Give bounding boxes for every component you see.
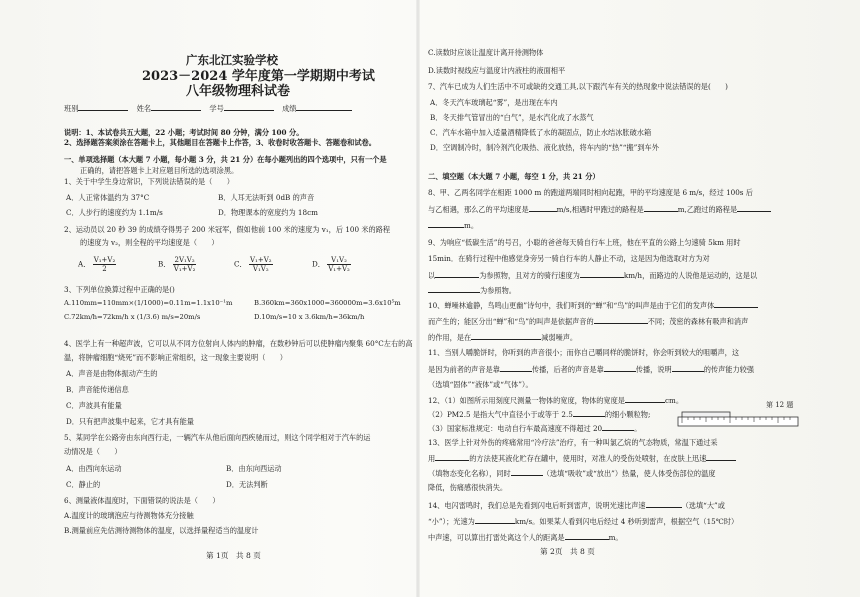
q10-text-4: 的作用，是在 [428, 333, 472, 342]
q10-blank-1[interactable] [714, 300, 758, 308]
q13-blank-1[interactable] [435, 453, 469, 461]
section-1-heading: 一、单项选择题（本大题 7 小题，每小题 3 分，共 21 分）在每小题列出的四个选项中，只有一个是 [64, 155, 387, 164]
page-2-footer: 第 2页 共 8 页 [540, 547, 595, 556]
name-label: 姓名 [136, 104, 152, 113]
q5-option-a: A．由西向东运动 [66, 464, 122, 473]
name-blank [151, 103, 201, 111]
student-info-row [64, 103, 352, 113]
q9-text-1: 以 [428, 271, 436, 280]
note-2: 2、选择题答案须涂在答题卡上，其他题目在答题卡上作答，3、收卷时收答题卡、答题卷和试卷。 [64, 138, 376, 147]
q2-option-b [158, 256, 196, 273]
q4-stem: 4、医学上有一种超声波，它可以从不同方位射向人体内的肿瘤，在数秒钟后可以使肿瘤内聚集 60°C左右的高 [64, 339, 413, 348]
q2-c-denominator: V₁V₂ [252, 265, 269, 273]
q12-text-5: （3）国家标准规定：电动自行车最高速度不得超过 20 [428, 424, 603, 433]
q10-line-1 [428, 300, 758, 310]
q4-option-c: C．声波具有能量 [66, 401, 122, 410]
q10-line-3 [428, 332, 577, 342]
q2-a-numerator: V₁+V₂ [93, 256, 116, 264]
q8-blank-2[interactable] [644, 204, 678, 212]
q5-stem-2: 动情况是（ ） [64, 447, 122, 456]
q11-blank-2[interactable] [604, 364, 636, 372]
q12-blank-2[interactable] [573, 409, 605, 417]
class-label: 班别 [64, 104, 79, 113]
q14-line-3 [428, 532, 623, 542]
q14-text-2: （选填“大”或 [681, 501, 725, 510]
q11-line-2 [428, 364, 754, 374]
q5-option-d: D．无法判断 [226, 480, 268, 489]
q12-line-1 [428, 395, 683, 405]
q14-text-4: km/s。如果某人看到闪电后经过 4 秒听到雷声，根据空气（15℃时） [514, 517, 739, 526]
q14-blank-2[interactable] [475, 516, 515, 524]
q11-blank-3[interactable] [672, 364, 704, 372]
school-name: 广东北江实验学校 [186, 53, 278, 67]
section-2-heading: 二、填空题（本大题 7 小题，每空 1 分，共 21 分） [428, 172, 600, 181]
q2-option-a-fraction [93, 256, 117, 273]
q13-text-1: 用 [428, 454, 436, 463]
q5-stem: 5、某同学在公路旁由东向西行走，一辆汽车从他后面向西疾驰而过，则这个同学相对于汽车的运 [64, 433, 371, 442]
subject-title: 八年级物理科试卷 [186, 84, 291, 99]
q12-figure-caption: 第 12 题 [766, 401, 794, 409]
q8-line-3 [428, 220, 478, 230]
q9-text-4: 为参照物。 [480, 286, 516, 295]
q8-text-3: m,乙跑过的路程是 [677, 205, 738, 214]
q5-option-b: B．由东向西运动 [226, 464, 282, 473]
q9-line-4 [428, 285, 516, 295]
q11-blank-1[interactable] [500, 364, 532, 372]
q2-option-d-label: D． [312, 259, 325, 269]
q11-text-1: 是因为前者的声音是靠 [428, 365, 500, 374]
q2-b-denominator: V₁+V₂ [173, 265, 196, 273]
q9-text-2: 为参照物，且对方的骑行速度为 [479, 271, 580, 280]
q12-blank-1[interactable] [625, 395, 665, 403]
q4-option-d: D．只有把声波集中起来，它才具有能量 [66, 417, 194, 426]
q9-text-3: km/h，而路边的人说他是运动的，这是以 [623, 271, 758, 280]
seat-label: 学号 [209, 104, 224, 113]
q11-line-3: （选填“固体”“液体”或“气体”）。 [428, 380, 533, 389]
q14-text-6: m。 [608, 533, 623, 542]
q11-text-3: 传播，说明 [635, 365, 672, 374]
q7-option-a: A．冬天汽车玻璃起“雾”，是出现在车内 [430, 98, 558, 107]
q13-text-4: （选填“吸收”或“放出”）热量，使人体受伤部位的温度 [542, 469, 716, 478]
q8-text-1: 与乙相遇，那么乙的平均速度是 [428, 205, 529, 214]
q10-blank-3[interactable] [471, 332, 541, 340]
q6-option-c: C.读数时应该让温度计离开待测物体 [428, 48, 544, 57]
q2-stem-2: 的速度为 v₂，则全程的平均速度是（ ） [80, 238, 219, 247]
q3-option-c: C.72km/h=72km/h x (1/3.6) m/s=20m/s [64, 313, 201, 321]
q5-option-c: C．静止的 [66, 480, 101, 489]
q13-blank-3[interactable] [511, 468, 543, 476]
q1-option-c: C．人步行的速度约为 1.1m/s [66, 208, 163, 217]
q14-text-1: 14、电闪雷鸣时，我们总是先看到闪电后听到雷声，说明光速比声速 [428, 501, 646, 510]
q2-option-d [312, 256, 351, 273]
q4-option-a: A．声音是由物体振动产生的 [66, 369, 158, 378]
q12-line-3 [428, 423, 641, 433]
q11-text-2: 传播，后者的声音是靠 [531, 365, 604, 374]
section-1-heading-2: 正确的，请把答题卡上对应题目所选的选项涂黑。 [80, 166, 239, 175]
q7-option-b: B．冬天排气管冒出的“白气”，是水汽化成了水蒸气 [430, 113, 594, 122]
q1-option-d: D．物理课本的宽度约为 18cm [218, 208, 318, 217]
q2-option-a [78, 256, 116, 273]
q2-d-denominator: V₁+V₂ [328, 265, 350, 273]
q13-stem: 13、医学上针对外伤的疼痛常用“冷疗法”治疗，有一种叫氯乙烷的气态物质，常温下通过采 [428, 438, 718, 447]
q9-blank-1[interactable] [435, 270, 479, 278]
q12-line-2 [428, 409, 650, 419]
q2-c-numerator: V₁+V₂ [249, 256, 272, 264]
q2-option-b-fraction [173, 256, 197, 273]
q10-line-2 [428, 316, 748, 326]
q7-option-d: D．空调制冷时，制冷剂汽化吸热、液化放热，将车内的“热”“搬”到车外 [430, 143, 659, 152]
q12-blank-3[interactable] [602, 423, 634, 431]
q12-text-3: （2）PM2.5 是指大气中直径小于或等于 2.5 [428, 410, 573, 419]
q6-option-d: D.读数时视线应与温度计内液柱的液面相平 [428, 66, 566, 75]
q3-option-a: A.110mm=110mm×(1/1000)=0.11m=1.1x10⁻¹m [64, 299, 233, 307]
q13-text-3: （填物态变化名称），同时 [428, 469, 511, 478]
q2-d-numerator: V₁V₂ [327, 256, 351, 265]
seat-blank [224, 103, 274, 111]
q3-option-b: B.360km=360x1000=360000m=3.6x10⁵m [254, 299, 401, 307]
q13-text-2: 的方法使其液化贮存在罐中，使用时，对准人的受伤处喷射，在皮肤上迅速 [469, 454, 707, 463]
q14-text-3: “小”）；光速为 [428, 517, 475, 526]
q13-line-2 [428, 453, 736, 463]
note-1: 说明：1、本试卷共五大题，22 小题；考试时间 80 分钟，满分 100 分。 [64, 128, 304, 137]
q1-stem: 1、关于中学生身边常识，下列说法错误的是（ ） [64, 177, 234, 186]
score-blank [296, 103, 352, 111]
q10-text-1: 10、蝉噪林逾静，鸟鸣山更幽”诗句中，我们听到的“蝉”和“鸟”的叫声是由于它们的发声体 [428, 301, 715, 310]
q4-option-b: B．声音能传递信息 [66, 385, 129, 394]
q12-text-6: 。 [634, 424, 642, 433]
q3-stem: 3、下列单位换算过程中正确的是() [64, 285, 175, 294]
q9-blank-2[interactable] [580, 270, 624, 278]
q2-option-d-fraction [327, 256, 351, 273]
q2-option-c [234, 256, 273, 273]
q14-line-2 [428, 516, 738, 526]
q14-line-1 [428, 500, 725, 510]
q2-option-a-label: A． [78, 259, 91, 269]
q9-line-3 [428, 270, 757, 280]
q8-blank-1[interactable] [529, 204, 557, 212]
q9-stem: 9、为响应“低碳生活”的号召，小聪的爸爸每天骑自行车上班，他在平直的公路上匀速骑 5km 用时 [428, 238, 741, 247]
page-2 [428, 0, 810, 597]
q8-stem: 8、甲、乙两名同学在相距 1000 m 的跑道两端同时相向起跑，甲的平均速度是 6 m/s，经过 100s 后 [428, 188, 753, 197]
q9-blank-3[interactable] [428, 285, 480, 293]
q6-option-a: A.温度计的玻璃泡应与待测物体充分接触 [64, 511, 194, 520]
q14-blank-3[interactable] [565, 532, 609, 540]
q2-b-numerator: 2V₁V₂ [174, 256, 195, 264]
q12-ruler-figure [676, 402, 806, 428]
q8-line-2 [428, 204, 771, 214]
q12-text-2: cm。 [665, 396, 684, 405]
q10-text-5: 减弱噪声。 [541, 333, 578, 342]
q1-option-b: B．人耳无法听到 0dB 的声音 [218, 193, 315, 202]
q3-option-d: D.10m/s=10 x 3.6km/h=36km/h [254, 313, 365, 321]
q8-blank-4[interactable] [428, 220, 464, 228]
q14-text-5: 中声速，可以算出打雷处离这个人的距离是 [428, 533, 565, 542]
q10-text-3: 不同；茂密的森林有吸声和消声 [647, 317, 749, 326]
page-1 [58, 0, 413, 597]
exam-title: 2023－2024 学年度第一学期期中考试 [142, 69, 375, 84]
q10-text-2: 而产生的；能区分出“蝉”和“鸟”的叫声是依据声音的 [428, 317, 594, 326]
q8-blank-3[interactable] [737, 204, 771, 212]
q11-stem: 11、当别人嚼脆饼时，你听到的声音很小；而你自己嚼同样的脆饼时，你会听到较大的咀嚼声，这 [428, 348, 740, 357]
score-label: 成绩 [282, 104, 297, 113]
q8-text-4: m。 [464, 221, 479, 230]
q14-blank-1[interactable] [646, 500, 682, 508]
q2-option-c-fraction [249, 256, 273, 273]
q12-text-1: 12、（1）如图所示用刻度尺测量一物体的宽度，物体的宽度是 [428, 396, 625, 405]
page-fold [416, 0, 420, 597]
q6-option-b: B.测量前应先估测待测物体的温度，以选择量程适当的温度计 [64, 526, 259, 535]
q7-stem: 7、汽车已成为人们生活中不可或缺的交通工具,以下跟汽车有关的热现象中说法错误的是( ) [428, 82, 728, 91]
q13-line-4: 降低，伤痛感很快消失。 [428, 483, 508, 492]
q8-text-2: m/s,相遇时甲跑过的路程是 [556, 205, 644, 214]
q10-blank-2[interactable] [594, 316, 648, 324]
q2-option-b-label: B． [158, 259, 171, 269]
q1-option-a: A．人正常体温约为 37°C [66, 193, 150, 202]
q13-blank-2[interactable] [706, 453, 736, 461]
q6-stem: 6、测量液体温度时，下面错误的说法是（ ） [64, 496, 220, 505]
q4-stem-2: 温，将肿瘤细胞“烧死”而不影响正常组织，这一现象主要说明（ ） [64, 353, 287, 362]
q12-text-4: 的细小颗粒物; [604, 410, 651, 419]
q7-option-c: C．汽车水箱中加入适量酒精降低了水的凝固点，防止水结冰胀破水箱 [430, 128, 652, 137]
q2-stem: 2、运动员以 20 秒 39 的成绩夺得男子 200 米冠军，假如他前 100 米的速度为 v₁，后 100 米的路程 [64, 225, 391, 234]
class-blank [78, 103, 128, 111]
q11-text-4: 的传声能力较强 [703, 365, 755, 374]
q2-option-c-label: C． [234, 259, 247, 269]
q2-a-denominator: 2 [102, 265, 107, 273]
page-1-footer: 第 1页 共 8 页 [206, 551, 261, 560]
q13-line-3 [428, 468, 715, 478]
q9-line-2: 15min．在骑行过程中他感觉身旁另一骑自行车的人静止不动，这是因为他选取对方为对 [428, 254, 710, 263]
